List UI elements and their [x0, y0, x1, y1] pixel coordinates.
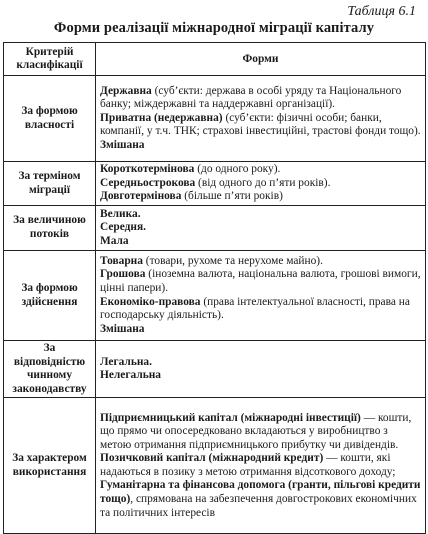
criterion-cell: За характером використання	[4, 398, 96, 534]
form-name: Довготермінова	[100, 190, 182, 203]
form-name: Змішана	[100, 322, 145, 335]
form-entry	[100, 356, 421, 370]
form-name: Підприємницький капітал (міжнародні інвестиції)	[100, 411, 361, 424]
criterion-cell: За терміном міграції	[4, 162, 96, 206]
form-name: Нелегальна	[100, 369, 162, 382]
form-entry	[100, 235, 421, 249]
form-entry	[100, 221, 421, 235]
form-description: (від одного до п’яти років).	[195, 176, 331, 189]
form-description: (суб’єкти: фізичні особи; банки, компанії, у т.ч. ТНК; страхові інвестиційні, трастові фонди тощо).	[100, 111, 421, 138]
forms-cell	[96, 398, 426, 534]
forms-cell	[96, 76, 426, 162]
migration-forms-table	[3, 42, 426, 534]
form-entry	[100, 139, 421, 153]
criterion-cell: За формою власності	[4, 76, 96, 162]
form-entry	[100, 177, 421, 191]
form-description: (суб’єкти: держава в особі уряду та Національного банку; міждержавні та наддержавні організації).	[100, 84, 402, 111]
form-name: Економіко-правова	[100, 295, 201, 308]
table-number: Таблиця 6.1	[347, 4, 416, 19]
table-row	[4, 162, 426, 206]
form-description: (іноземна валюта, національна валюта, грошові вимоги, цінні папери).	[100, 268, 421, 294]
form-name: Грошова	[100, 268, 146, 281]
form-description: (більше п’яти років)	[181, 190, 283, 203]
form-name: Велика.	[100, 207, 141, 220]
form-name: Державна	[100, 84, 152, 97]
table-row	[4, 206, 426, 251]
form-entry	[100, 112, 421, 139]
form-entry	[100, 323, 421, 337]
form-name: Приватна (недержавна)	[100, 111, 223, 124]
form-description: — кошти, які надаються в позику з метою отримання відсоткового доходу;	[100, 452, 396, 478]
form-name: Короткотермінова	[100, 163, 195, 176]
header-criterion: Критерій класифікації	[4, 43, 96, 76]
form-description: (права інтелектуальної власності, права на господарську діяльність).	[100, 295, 410, 322]
criterion-cell: За формою здійснення	[4, 251, 96, 341]
form-name: Середньострокова	[100, 176, 196, 189]
form-entry	[100, 268, 421, 295]
table-title: Форми реалізації міжнародної міграції капіталу	[53, 20, 375, 36]
header-forms: Форми	[96, 43, 426, 76]
forms-cell	[96, 341, 426, 398]
form-entry	[100, 412, 421, 453]
table-row	[4, 341, 426, 398]
table-row	[4, 251, 426, 341]
form-entry	[100, 255, 421, 269]
criterion-cell: За відповідністю чинному законодавству	[4, 341, 96, 398]
form-entry	[100, 452, 421, 479]
form-name: Гуманітарна та фінансова допомога (гранти, пільгові кредити тощо)	[100, 479, 421, 506]
form-description: — кошти, що прямо чи опосередковано вкладаються у виробництво з метою отримання підприємницького прибутку чи дивідендів.	[100, 411, 412, 451]
form-description: (до одного року).	[194, 163, 281, 176]
form-description: (товари, рухоме та нерухоме майно).	[142, 254, 323, 267]
forms-cell	[96, 206, 426, 251]
form-name: Мала	[100, 234, 129, 247]
table-row	[4, 76, 426, 162]
form-entry	[100, 85, 421, 112]
form-name: Змішана	[100, 138, 145, 151]
form-name: Позичковий капітал (міжнародний кредит)	[100, 452, 324, 465]
form-description: , спрямована на забезпечення довгострокових економічних та політичних інтересів	[100, 493, 417, 519]
form-name: Товарна	[100, 254, 143, 267]
forms-cell	[96, 251, 426, 341]
form-entry	[100, 296, 421, 323]
form-entry	[100, 190, 421, 204]
form-entry	[100, 163, 421, 177]
form-entry	[100, 369, 421, 383]
criterion-cell: За величиною потоків	[4, 206, 96, 251]
table-row	[4, 398, 426, 534]
form-name: Середня.	[100, 221, 146, 234]
forms-cell	[96, 162, 426, 206]
table-header-row	[4, 43, 426, 76]
form-entry	[100, 208, 421, 222]
form-entry	[100, 479, 421, 520]
form-name: Легальна.	[100, 355, 152, 368]
